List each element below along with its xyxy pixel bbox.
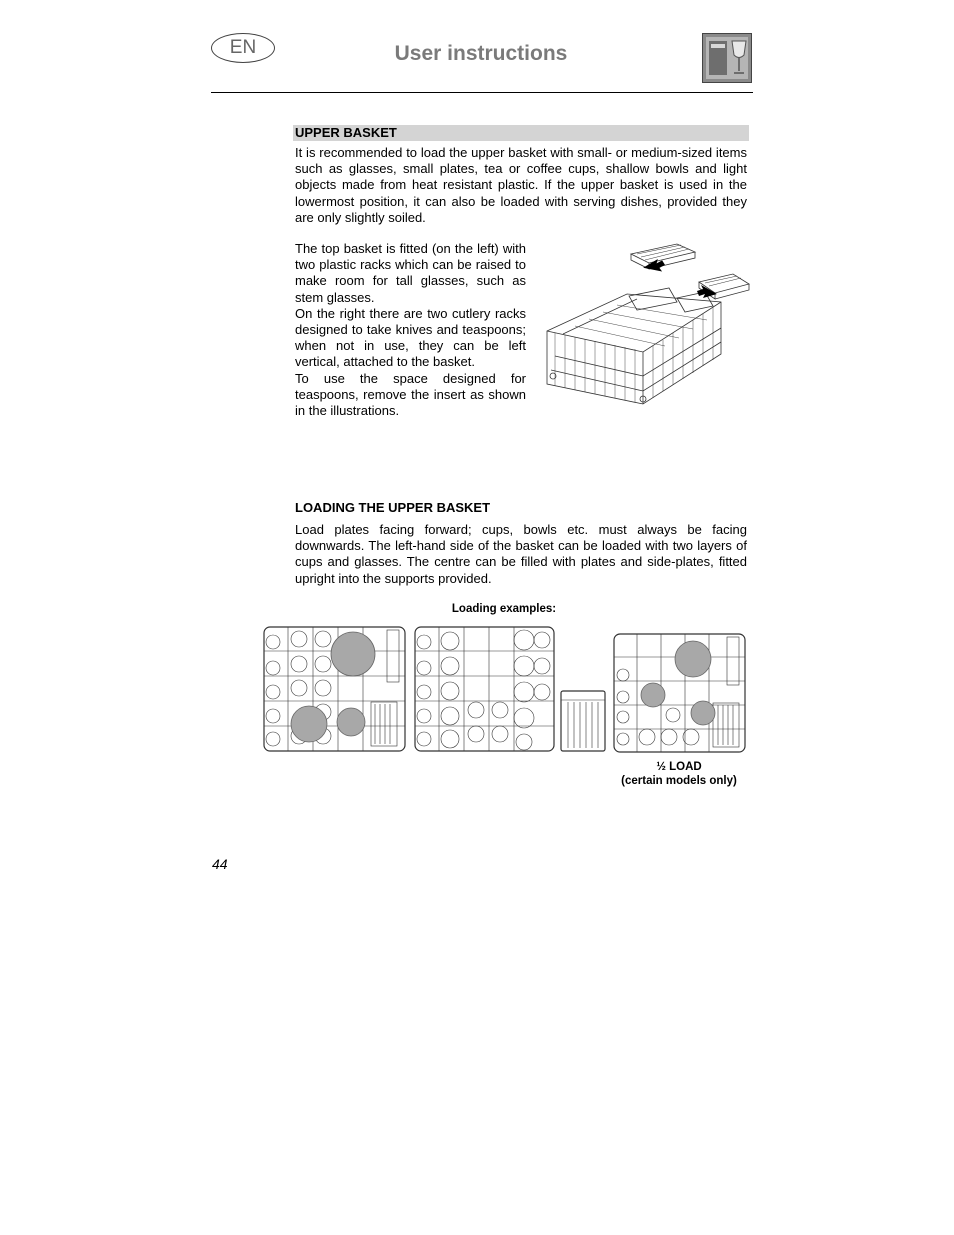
header-divider [211, 92, 753, 93]
half-load-caption [604, 760, 754, 788]
loading-example-1 [263, 626, 406, 752]
half-load-label: ½ LOAD [656, 761, 702, 773]
racks-description [295, 241, 526, 419]
loading-example-half-load [613, 633, 746, 753]
loading-example-2 [414, 626, 555, 752]
cutlery-basket-illustration [560, 690, 606, 752]
arrow-left-icon [642, 258, 666, 275]
half-load-note: (certain models only) [621, 775, 737, 787]
racks-paragraph-3: To use the space designed for teaspoons, remove the insert as shown in the illustrations. [295, 370, 526, 419]
upper-basket-illustration [545, 236, 751, 416]
racks-paragraph-2: On the right there are two cutlery racks designed to take knives and teaspoons; when not in use, they can be left vertical, attached to the basket. [295, 305, 526, 370]
language-badge: EN [211, 33, 275, 63]
racks-paragraph-1: The top basket is fitted (on the left) with two plastic racks which can be raised to make room for tall glasses, such as stem glasses. [295, 241, 526, 305]
loading-text: Load plates facing forward; cups, bowls etc. must always be facing downwards. The left-hand side of the basket can be loaded with two layers of cups and glasses. The centre can be filled with plates and side-plates, fitted upright into the supports provided. [295, 522, 747, 586]
page-title: User instructions [394, 42, 568, 65]
loading-heading: LOADING THE UPPER BASKET [295, 500, 491, 515]
dishwasher-logo-icon [702, 33, 752, 83]
upper-basket-heading: UPPER BASKET [295, 125, 397, 140]
section-heading-bar [293, 125, 749, 141]
upper-basket-intro: It is recommended to load the upper basket with small- or medium-sized items such as glasses, small plates, tea or coffee cups, shallow bowls and light objects made from heat resistant plastic. If the upper basket is used in the lowermost position, it can also be loaded with serving dishes, provided they are only slightly soiled. [295, 145, 747, 225]
arrow-right-icon [697, 285, 717, 298]
loading-examples-label: Loading examples: [451, 603, 557, 615]
page-number: 44 [212, 856, 228, 872]
